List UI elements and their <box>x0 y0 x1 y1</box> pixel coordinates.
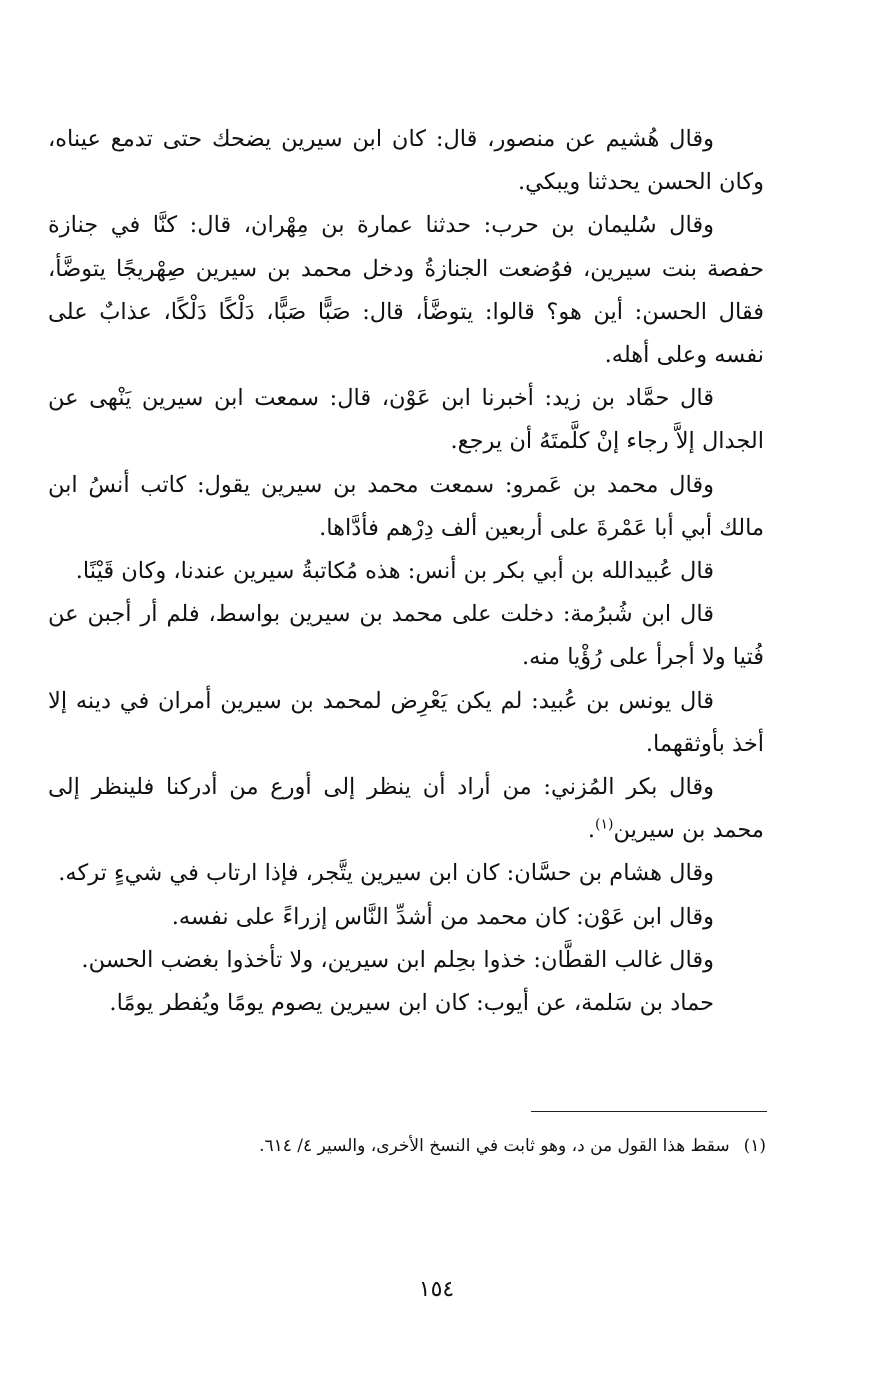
paragraph-ibn-awn: وقال ابن عَوْن: كان محمد من أشدِّ النَّاس إزراءً على نفسه. <box>171 903 714 930</box>
footnote <box>100 1132 766 1160</box>
paragraph-bakr-end: . <box>587 817 595 844</box>
paragraph-hushaym: وقال هُشيم عن منصور، قال: كان ابن سيرين يضحك حتى تدمع عيناه، وكان الحسن يحدثنا ويبكي. <box>48 126 764 196</box>
footnote-marker: (١) <box>743 1136 766 1156</box>
paragraph-shubruma: قال ابن شُبرُمة: دخلت على محمد بن سيرين بواسط، فلم أر أجبن عن فُتيا ولا أجرأ على رُؤْيا منه. <box>48 601 764 671</box>
paragraph-ghalib: وقال غالب القطَّان: خذوا بحِلم ابن سيرين، ولا تأخذوا بغضب الحسن. <box>81 946 714 973</box>
main-text <box>48 118 764 1025</box>
footnote-divider <box>531 1111 767 1112</box>
paragraph-sulayman: وقال سُليمان بن حرب: حدثنا عمارة بن مِهْران، قال: كنَّا في جنازة حفصة بنت سيرين، فوُضعت الجنازةُ ودخل محمد بن سيرين صِهْريجًا يتوضَّأ، فقال الحسن: أين هو؟ قالوا: يتوضَّأ، قال: صَبًّا صَبًّا، دَلْكًا دَلْكًا، عذابٌ على نفسه وعلى أهله. <box>48 212 764 369</box>
paragraph-hammad: قال حمَّاد بن زيد: أخبرنا ابن عَوْن، قال: سمعت ابن سيرين يَنْهى عن الجدال إلاَّ رجاء إنْ كلَّمتَهُ أن يرجع. <box>48 385 764 455</box>
paragraph-yunus: قال يونس بن عُبيد: لم يكن يَعْرِض لمحمد بن سيرين أمران في دينه إلا أخذ بأوثقهما. <box>48 687 764 757</box>
paragraph-hammad-salama: حماد بن سَلمة، عن أيوب: كان ابن سيرين يصوم يومًا ويُفطر يومًا. <box>109 990 714 1017</box>
paragraph-bakr <box>48 766 764 852</box>
footnote-reference[interactable]: (١) <box>594 816 614 833</box>
paragraph-muhammad-amr: وقال محمد بن عَمرو: سمعت محمد بن سيرين يقول: كاتب أنسُ ابن مالك أبي أبا عَمْرةَ على أربعين ألف دِرْهم فأدَّاها. <box>48 471 764 541</box>
footnote-text: سقط هذا القول من د، وهو ثابت في النسخ الأخرى، والسير ٤/ ٦١٤. <box>259 1136 730 1156</box>
paragraph-hisham: وقال هشام بن حسَّان: كان ابن سيرين يتَّجر، فإذا ارتاب في شيءٍ تركه. <box>58 860 714 887</box>
paragraph-ubaydullah: قال عُبيدالله بن أبي بكر بن أنس: هذه مُكاتبةُ سيرين عندنا، وكان قَيْنًا. <box>75 558 714 585</box>
page-number: ١٥٤ <box>418 1277 455 1302</box>
paragraph-bakr-text: وقال بكر المُزني: من أراد أن ينظر إلى أورع من أدركنا فلينظر إلى محمد بن سيرين <box>48 774 764 844</box>
